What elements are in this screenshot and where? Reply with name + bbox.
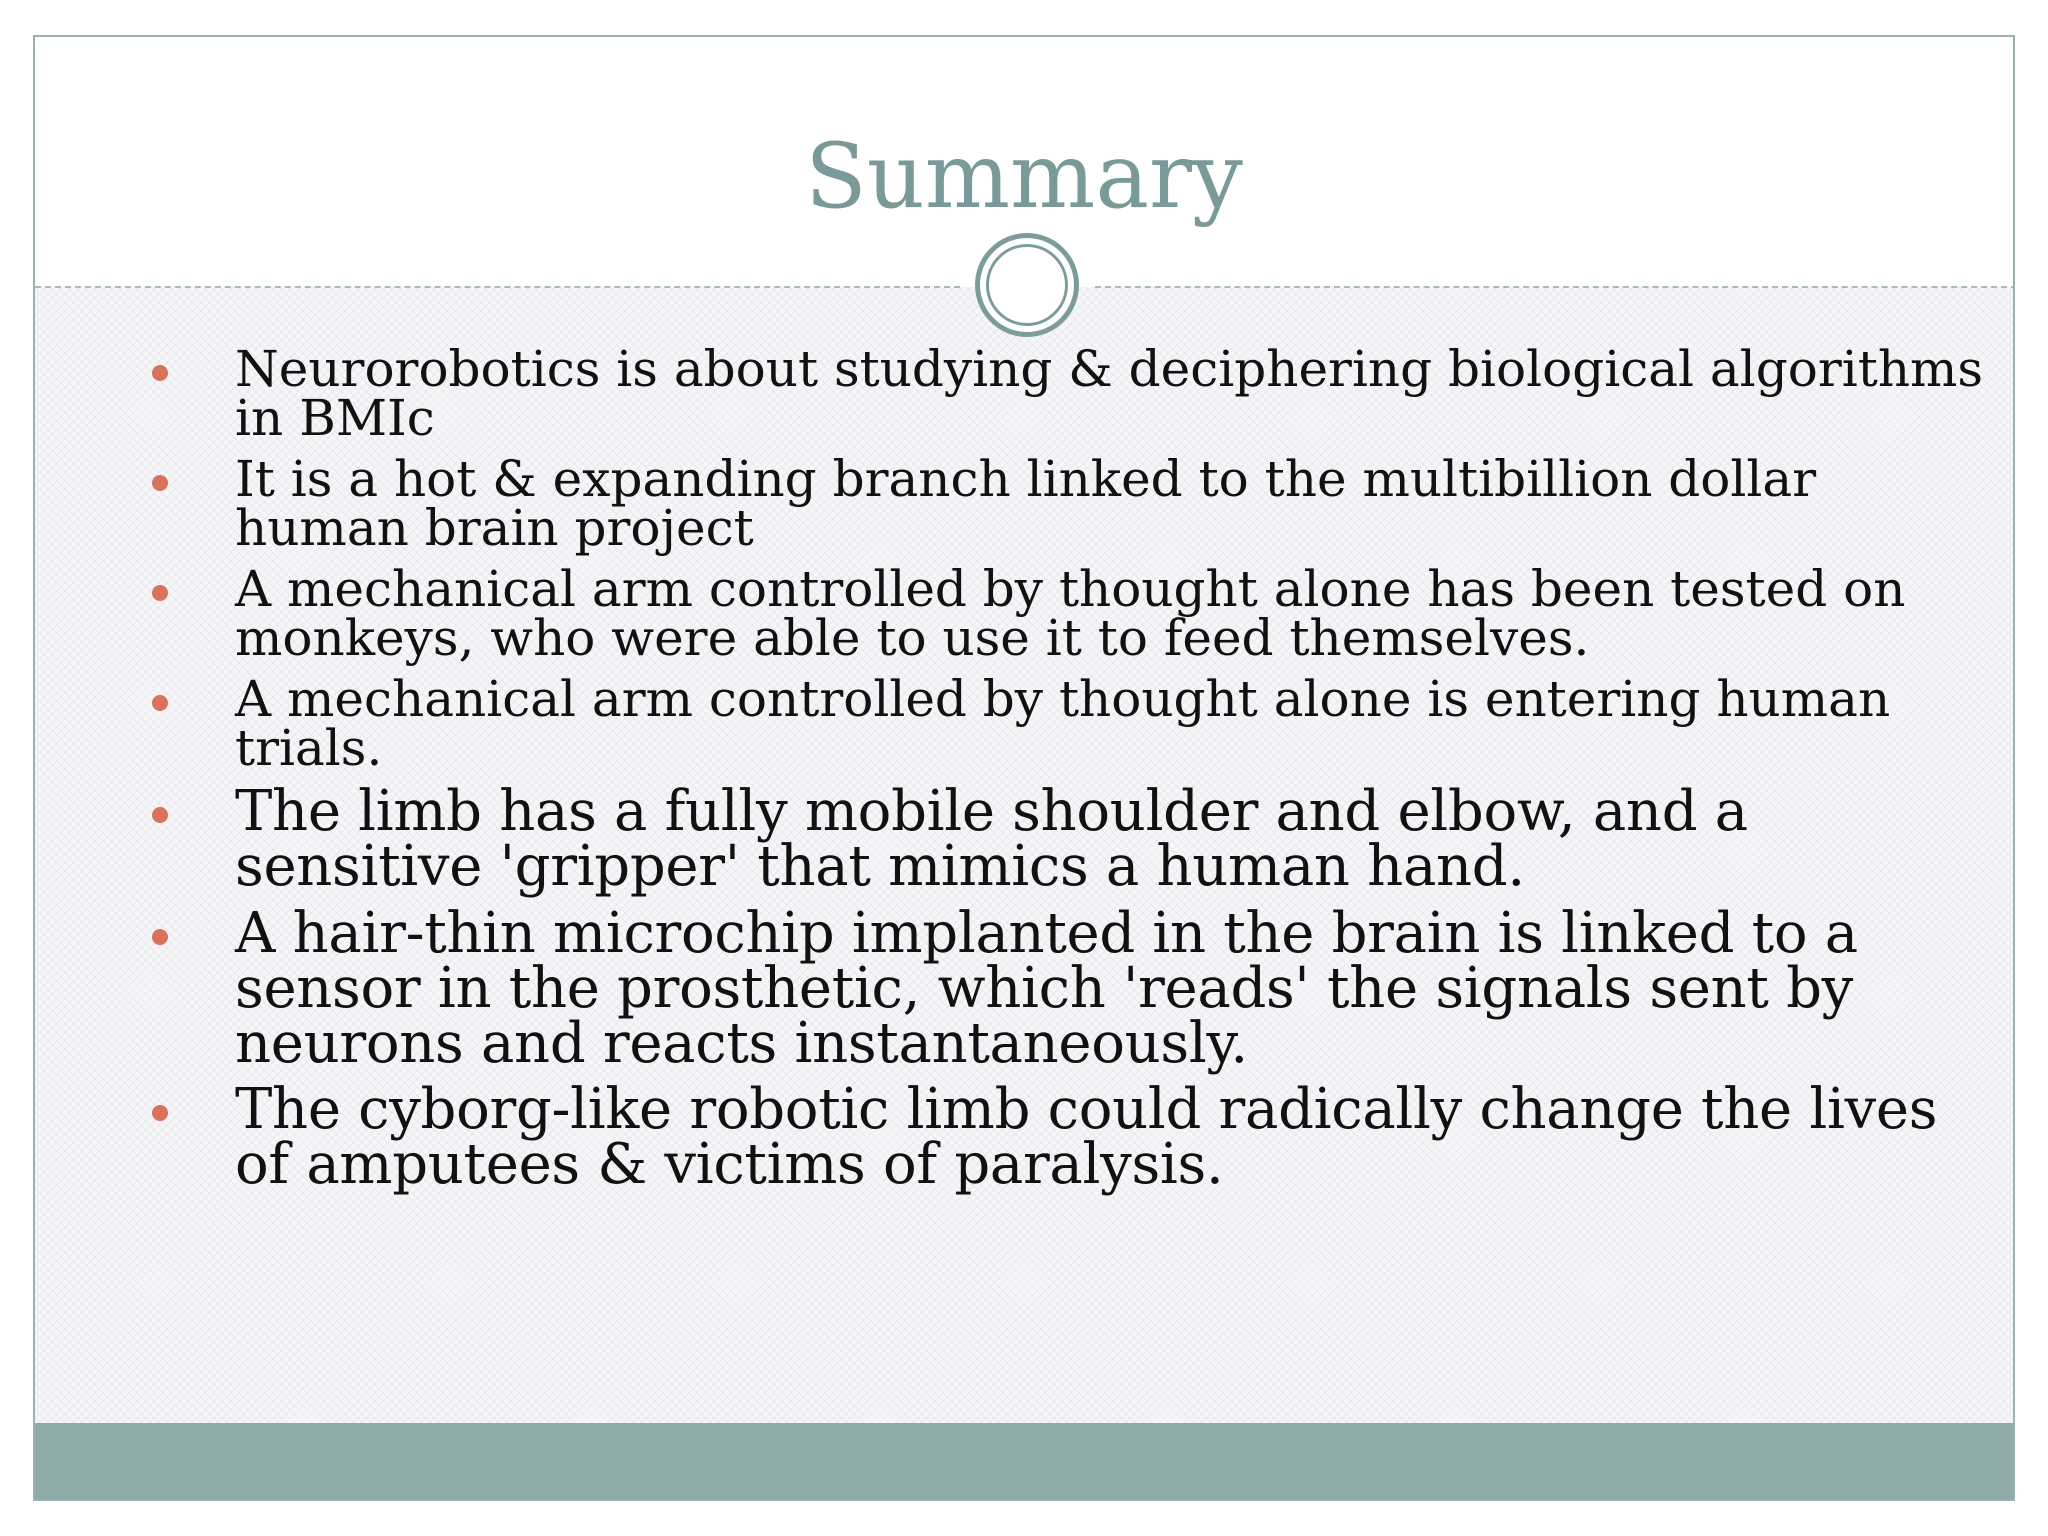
- bullet-item: [145, 340, 1995, 447]
- bullet-dot-icon: [152, 585, 168, 601]
- bullet-item: [145, 560, 1995, 667]
- bullet-list: [145, 340, 1995, 1205]
- bullet-item: [145, 450, 1995, 557]
- title-divider-right: [1095, 286, 2015, 288]
- bullet-item: [145, 1077, 1995, 1198]
- bullet-item: [145, 670, 1995, 777]
- bullet-dot-icon: [152, 1105, 168, 1121]
- bullet-dot-icon: [152, 807, 168, 823]
- circle-ornament-icon: [975, 233, 1079, 337]
- slide-title: Summary: [805, 124, 1243, 229]
- bullet-text: A hair-thin microchip implanted in the brain is linked to a sensor in the prosthetic, which 'reads' the signals sent by neurons and reacts instantaneously.: [235, 900, 1858, 1076]
- slide: [33, 35, 2015, 1501]
- bullet-dot-icon: [152, 929, 168, 945]
- bullet-text: A mechanical arm controlled by thought alone has been tested on monkeys, who were able to use it to feed themselves.: [235, 560, 1906, 667]
- title-divider-left: [35, 286, 960, 288]
- bullet-text: The cyborg-like robotic limb could radically change the lives of amputees & victims of paralysis.: [235, 1077, 1938, 1198]
- bullet-item: [145, 900, 1995, 1076]
- bullet-dot-icon: [152, 475, 168, 491]
- footer-bar: [35, 1423, 2013, 1499]
- bullet-text: A mechanical arm controlled by thought alone is entering human trials.: [235, 670, 1891, 777]
- bullet-text: The limb has a fully mobile shoulder and elbow, and a sensitive 'gripper' that mimics a human hand.: [235, 779, 1748, 899]
- bullet-dot-icon: [152, 365, 168, 381]
- bullet-dot-icon: [152, 695, 168, 711]
- bullet-text: It is a hot & expanding branch linked to the multibillion dollar human brain project: [235, 450, 1817, 557]
- bullet-item: [145, 779, 1995, 899]
- bullet-text: Neurorobotics is about studying & deciphering biological algorithms in BMIc: [235, 340, 1984, 447]
